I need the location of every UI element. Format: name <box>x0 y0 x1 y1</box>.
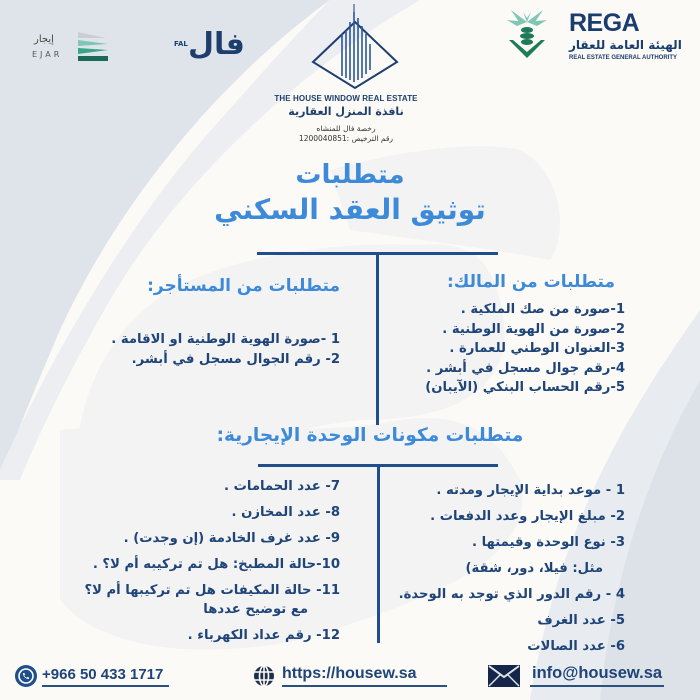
house-window-brand <box>240 94 452 143</box>
rega-arabic-name: الهيئة العامة للعقار <box>569 38 682 52</box>
top-divider-vertical <box>376 253 379 425</box>
unit-requirements-right-list <box>390 478 625 660</box>
unit-heading: متطلبات مكونات الوحدة الإيجارية: <box>216 425 524 446</box>
ejar-english-label: EJAR <box>32 50 63 59</box>
whatsapp-icon <box>14 664 38 688</box>
list-item: 2-صورة من الهوية الوطنية . <box>442 321 625 337</box>
list-item: 2- مبلغ الإيجار وعدد الدفعات . <box>430 509 625 524</box>
email-link[interactable]: info@housew.sa <box>530 664 664 687</box>
list-item: 4 - رقم الدور الذي توجد به الوحدة. <box>398 587 625 602</box>
owner-heading: متطلبات من المالك: <box>446 272 615 292</box>
list-item: 3- نوع الوحدة وقيمتها . <box>471 535 625 550</box>
envelope-icon <box>488 665 520 687</box>
list-item-line1: 11- حالة المكيفات هل تم تركيبها أم لا؟ <box>84 583 340 598</box>
list-item: 1 - موعد بداية الإيجار ومدته . <box>436 483 625 498</box>
fal-logo <box>172 28 247 68</box>
list-item: 6- عدد الصالات <box>527 639 625 654</box>
page-title-line1: متطلبات <box>295 160 405 190</box>
ejar-logo-icon <box>76 30 110 62</box>
footer-contacts <box>0 660 700 700</box>
owner-section-heading <box>400 272 615 292</box>
owner-requirements-list <box>395 300 625 398</box>
ejar-arabic-label: إيجار <box>34 34 54 45</box>
list-item: 7- عدد الحمامات . <box>224 479 340 494</box>
globe-icon <box>252 664 276 688</box>
rega-title: REGA <box>569 9 640 37</box>
list-item: 12- رقم عداد الكهرباء . <box>187 628 340 643</box>
rega-palm-logo-icon <box>505 8 549 60</box>
list-item: 5-رقم الحساب البنكي (الآيبان) <box>425 380 625 395</box>
phone-number-link[interactable]: +966 50 433 1717 <box>42 666 169 687</box>
list-item-line2: مع توضيح عددها <box>203 602 308 617</box>
tenant-heading: متطلبات من المستأجر: <box>147 276 340 296</box>
list-item: 1 -صورة الهوية الوطنية او الاقامة . <box>111 332 340 347</box>
list-item: 8- عدد المخازن . <box>231 505 340 520</box>
license-label: رخصة فال للمنشاه <box>316 124 376 133</box>
license-number: رقم الترخيص :1200040851 <box>298 134 394 143</box>
list-item: 9- عدد غرف الخادمة (إن وجدت) . <box>123 531 340 546</box>
list-item: 5- عدد الغرف <box>537 613 625 628</box>
rega-english-name: REAL ESTATE GENERAL AUTHORITY <box>569 55 678 61</box>
house-window-arabic-name: نافذة المنزل العقارية <box>288 105 404 118</box>
unit-section-heading <box>190 425 550 446</box>
website-link[interactable]: https://housew.sa <box>282 665 447 687</box>
list-item: 2- رقم الجوال مسجل في أبشر. <box>131 351 340 367</box>
list-item-note: مثل: فيلا، دور، شقة) <box>465 561 603 576</box>
tenant-requirements-list <box>60 330 340 369</box>
house-window-logo-icon <box>300 0 410 90</box>
list-item: 4-رقم جوال مسجل في أبشر . <box>426 360 625 376</box>
unit-requirements-left-list <box>60 474 340 649</box>
house-window-english-name: THE HOUSE WINDOW REAL ESTATE <box>274 94 418 103</box>
email-contact[interactable] <box>488 664 664 687</box>
fal-english-label: FAL <box>174 40 188 48</box>
list-item: 1-صورة من صك الملكية . <box>460 302 625 317</box>
list-item <box>60 578 340 623</box>
list-item: 3-العنوان الوطني للعمارة . <box>449 341 625 356</box>
website-contact[interactable] <box>252 664 447 688</box>
phone-contact[interactable] <box>14 664 169 688</box>
list-item: 10-حالة المطبخ: هل تم تركيبه أم لا؟ . <box>92 557 340 572</box>
tenant-section-heading <box>105 276 340 296</box>
rega-logo <box>505 8 695 68</box>
ejar-logo <box>30 30 110 66</box>
page-title-line2: توثيق العقد السكني <box>214 193 486 226</box>
fal-arabic-label: فال <box>188 27 245 62</box>
bottom-divider-vertical <box>377 465 380 643</box>
